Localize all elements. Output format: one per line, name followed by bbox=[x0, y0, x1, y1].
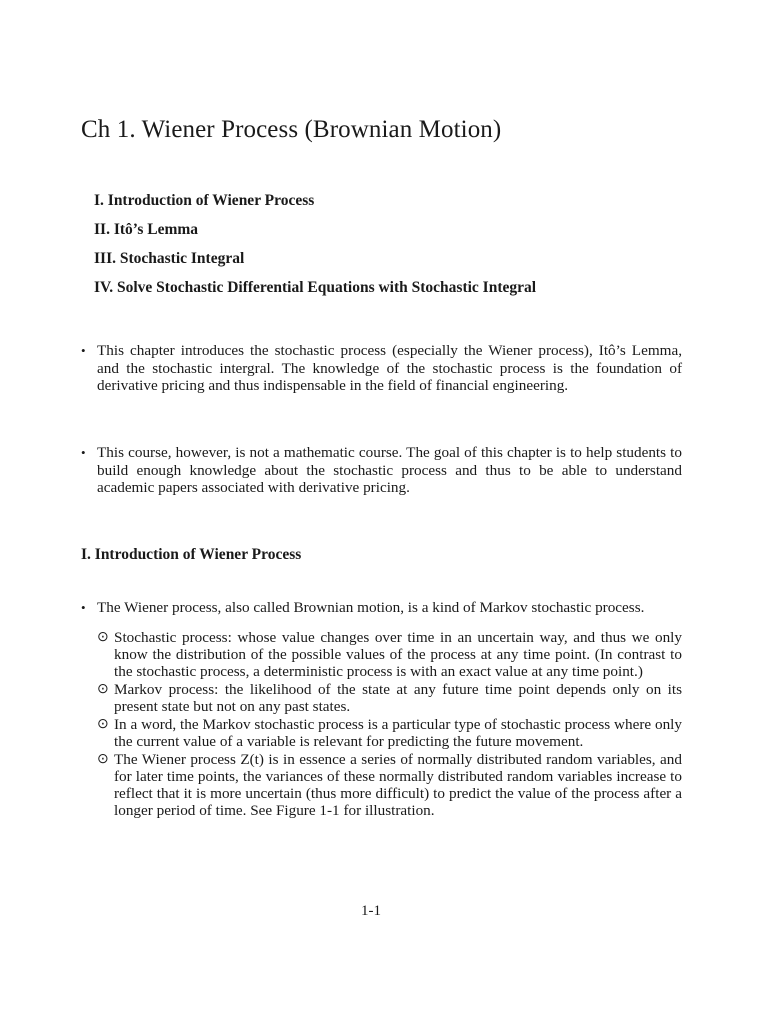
section-heading: I. Introduction of Wiener Process bbox=[81, 546, 302, 563]
section-bullet-text: The Wiener process, also called Brownian motion, is a kind of Markov stochastic process. bbox=[97, 599, 645, 616]
sub-item-text: In a word, the Markov stochastic process is a particular type of stochastic process where only the current value of a variable is relevant for predicting the future movement. bbox=[114, 716, 682, 750]
sub-item bbox=[97, 716, 682, 750]
toc-item-4: IV. Solve Stochastic Differential Equations with Stochastic Integral bbox=[94, 279, 537, 296]
circled-dot-icon: ⊙ bbox=[97, 630, 109, 645]
sub-item-list bbox=[97, 629, 682, 820]
bullet-icon: • bbox=[81, 600, 86, 615]
sub-item-text: Stochastic process: whose value changes over time in an uncertain way, and thus we only know the distribution of the possible values of the process at any time point. (In contrast to the stochastic process, a deterministic process is with an exact value at any time point.) bbox=[114, 629, 682, 680]
intro-bullet-text: This chapter introduces the stochastic process (especially the Wiener process), Itô’s Lemma, and the stochastic intergral. The knowledge of the stochastic process is the foundation of derivative pricing and thus indispensable in the field of financial engineering. bbox=[97, 342, 682, 394]
sub-item-text: The Wiener process Z(t) is in essence a series of normally distributed random variables, and for later time points, the variances of these normally distributed random variables increase to reflect that it is more uncertain (thus more difficult) to predict the value of the process after a longer period of time. See Figure 1-1 for illustration. bbox=[114, 751, 682, 819]
circled-dot-icon: ⊙ bbox=[97, 717, 109, 732]
sub-item bbox=[97, 629, 682, 680]
toc-item-2: II. Itô’s Lemma bbox=[94, 221, 199, 238]
sub-item bbox=[97, 681, 682, 715]
toc-item-1: I. Introduction of Wiener Process bbox=[94, 192, 315, 209]
circled-dot-icon: ⊙ bbox=[97, 752, 109, 767]
table-of-contents bbox=[94, 186, 536, 302]
bullet-icon: • bbox=[81, 445, 86, 460]
page-number: 1-1 bbox=[361, 903, 381, 919]
intro-bullet-2 bbox=[81, 444, 682, 497]
sub-item-text: Markov process: the likelihood of the state at any future time point depends only on its present state but not on any past states. bbox=[114, 681, 682, 715]
section-bullet bbox=[81, 599, 682, 617]
intro-bullet-text: This course, however, is not a mathematic course. The goal of this chapter is to help students to build enough knowledge about the stochastic process and thus to be able to understand academic papers associated with derivative pricing. bbox=[97, 444, 682, 496]
chapter-title: Ch 1. Wiener Process (Brownian Motion) bbox=[81, 116, 502, 143]
circled-dot-icon: ⊙ bbox=[97, 682, 109, 697]
intro-bullet-1 bbox=[81, 342, 682, 395]
toc-item-3: III. Stochastic Integral bbox=[94, 250, 245, 267]
bullet-icon: • bbox=[81, 343, 86, 358]
sub-item bbox=[97, 751, 682, 819]
